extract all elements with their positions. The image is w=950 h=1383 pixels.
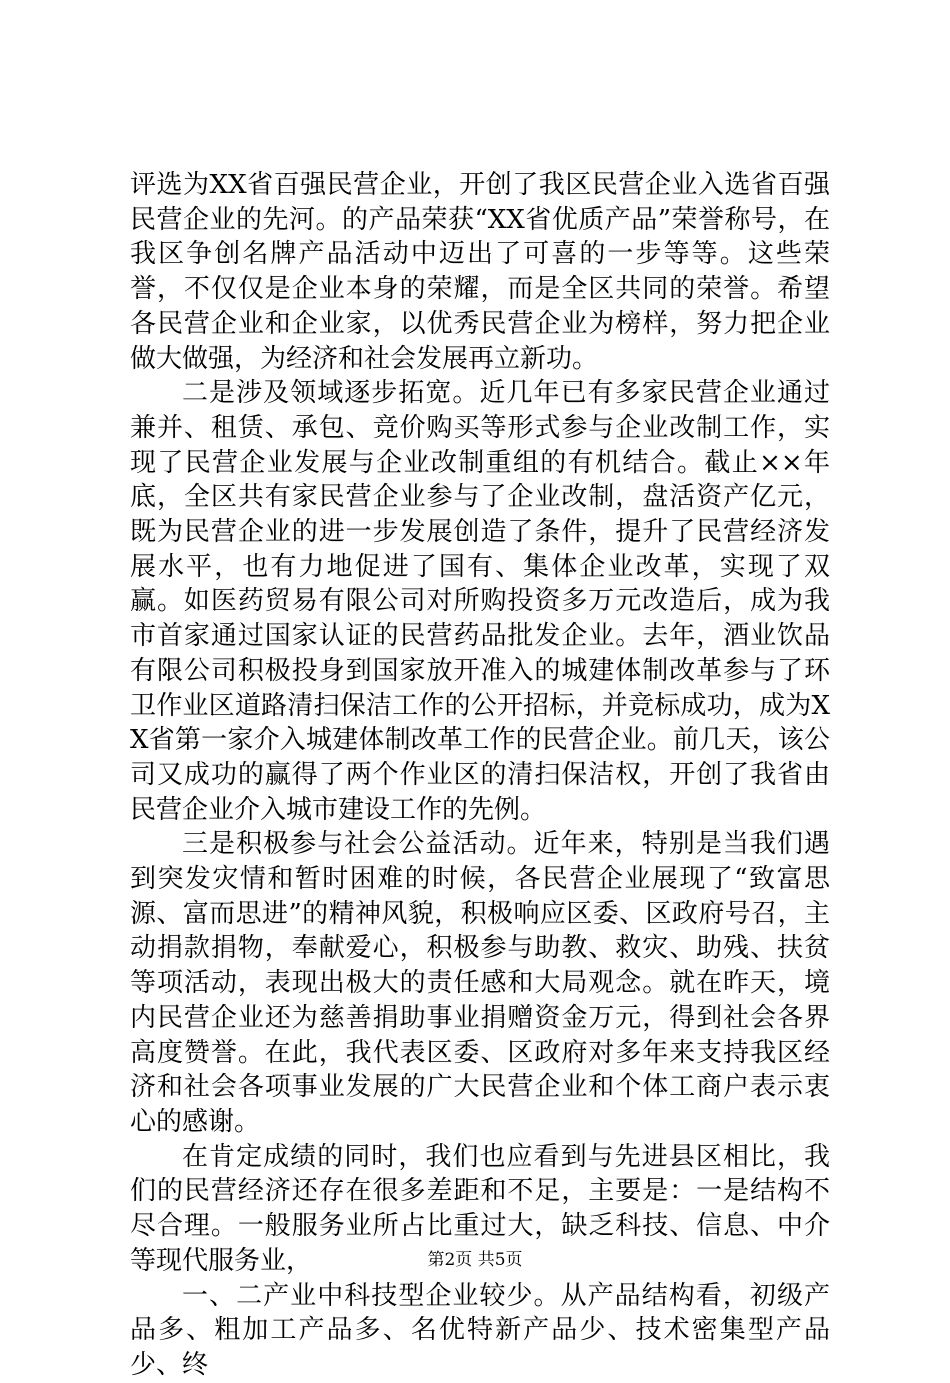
page-number-footer: 第2页 共5页 — [427, 1250, 523, 1270]
paragraph-1: 评选为XX省百强民营企业，开创了我区民营企业入选省百强民营企业的先河。的产品荣获“XX省优质产品”荣誉称号，在我区争创名牌产品活动中迈出了可喜的一步等等。这些荣誉，不仅仅是企业本身的荣耀，而是全区共同的荣誉。希望各民营企业和企业家，以优秀民营企业为榜样，努力把企业做大做强，为经济和社会发展再立新功。 — [130, 170, 830, 374]
paragraph-4: 在肯定成绩的同时，我们也应看到与先进县区相比，我们的民营经济还存在很多差距和不足，主要是：一是结构不尽合理。一般服务业所占比重过大，缺乏科技、信息、中介等现代服务业， — [130, 1141, 830, 1276]
paragraph-2: 二是涉及领域逐步拓宽。近几年已有多家民营企业通过兼并、租赁、承包、竞价购买等形式参与企业改制工作，实现了民营企业发展与企业改制重组的有机结合。截止××年底，全区共有家民营企业参与了企业改制，盘活资产亿元，既为民营企业的进一步发展创造了条件，提升了民营经济发展水平，也有力地促进了国有、集体企业改革，实现了双赢。如医药贸易有限公司对所购投资多万元改造后，成为我市首家通过国家认证的民营药品批发企业。去年，酒业饮品有限公司积极投身到国家放开准入的城建体制改革参与了环卫作业区道路清扫保洁工作的公开招标，并竞标成功，成为XX省第一家介入城建体制改革工作的民营企业。前几天，该公司又成功的赢得了两个作业区的清扫保洁权，开创了我省由民营企业介入城市建设工作的先例。 — [130, 378, 830, 825]
document-body — [130, 168, 830, 1383]
paragraph-3: 三是积极参与社会公益活动。近年来，特别是当我们遇到突发灾情和暂时困难的时候，各民营企业展现了“致富思源、富而思进”的精神风貌，积极响应区委、区政府号召，主动捐款捐物，奉献爱心，积极参与助教、救灾、助残、扶贫等项活动，表现出极大的责任感和大局观念。就在昨天，境内民营企业还为慈善捐助事业捐赠资金万元，得到社会各界高度赞誉。在此，我代表区委、区政府对多年来支持我区经济和社会各项事业发展的广大民营企业和个体工商户表示衷心的感谢。 — [130, 829, 830, 1137]
paragraph-5: 一、二产业中科技型企业较少。从产品结构看，初级产品多、粗加工产品多、名优特新产品少、技术密集型产品少、终 — [130, 1280, 830, 1380]
